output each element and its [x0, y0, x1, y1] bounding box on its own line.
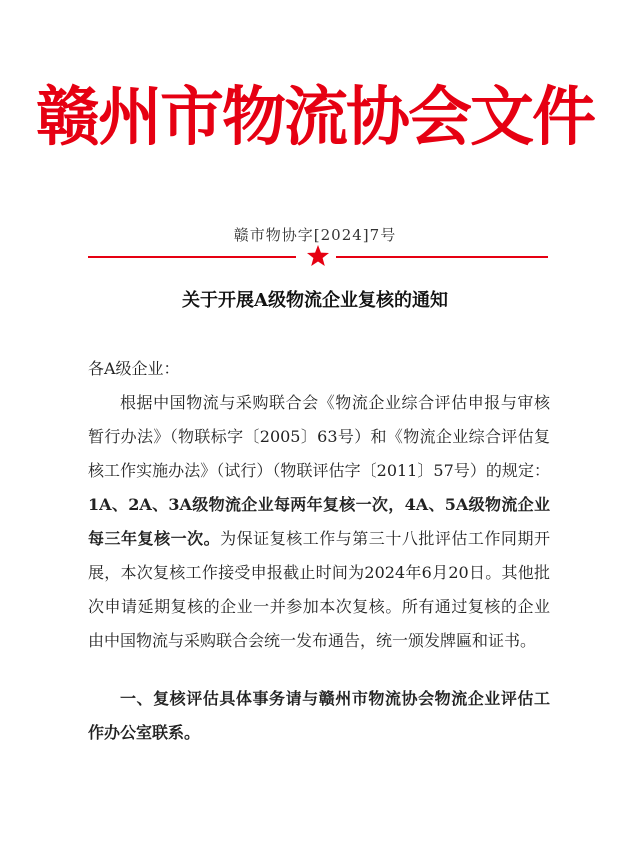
- star-icon: [306, 244, 330, 268]
- divider-line-left: [88, 256, 296, 258]
- red-divider: [88, 244, 548, 270]
- paragraph-1-text-a: 根据中国物流与采购联合会《物流企业综合评估申报与审核暂行办法》（物联标字〔2005〕63号）和《物流企业综合评估复核工作实施办法》（试行）（物联评估字〔2011〕57号）的规定：: [88, 393, 550, 480]
- document-number: 赣市物协字[2024]7号: [233, 226, 397, 244]
- masthead-title: 赣州市物流协会文件: [36, 80, 594, 155]
- salutation: 各A级企业：: [88, 359, 180, 378]
- paragraph-1-text-b: 为保证复核工作与第三十八批评估工作同期开展，本次复核工作接受申报截止时间为2024年6月20日。其他批次申请延期复核的企业一并参加本次复核。所有通过复核的企业由中国物流与采购联合会统一发布通告，统一颁发牌匾和证书。: [88, 529, 550, 650]
- paragraph-1: [88, 386, 550, 658]
- paragraph-1-bold: 1A、2A、3A级物流企业每两年复核一次，4A、5A级物流企业每三年复核一次。: [88, 495, 550, 548]
- paragraph-gap: [88, 658, 550, 682]
- notice-body: [88, 352, 550, 750]
- paragraph-2: 一、复核评估具体事务请与赣州市物流协会物流企业评估工作办公室联系。: [88, 689, 550, 742]
- notice-title: 关于开展A级物流企业复核的通知: [182, 290, 448, 311]
- divider-line-right: [336, 256, 548, 258]
